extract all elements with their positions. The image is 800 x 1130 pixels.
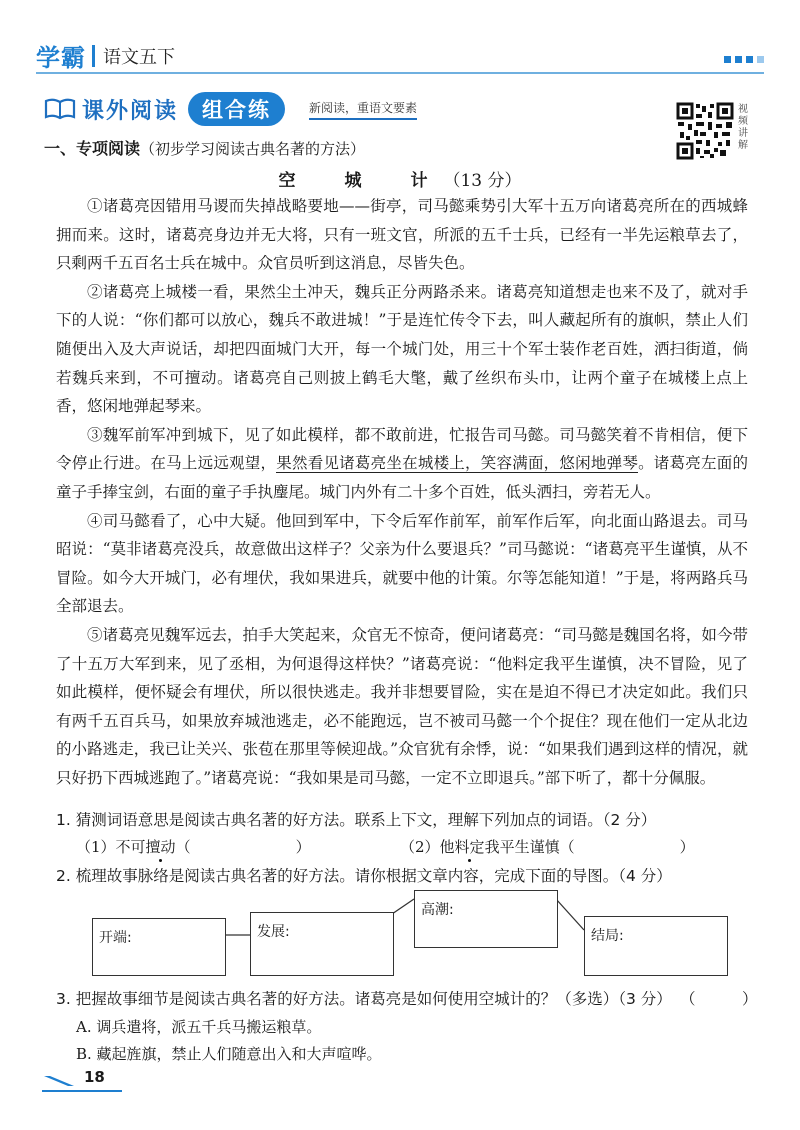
pen-icon: [42, 1074, 76, 1088]
mindmap-box-start[interactable]: [92, 918, 226, 976]
section-note: 新阅读，重语文要素: [309, 99, 417, 120]
option-a[interactable]: A. 调兵遣将，派五千兵马搬运粮草。: [76, 1018, 322, 1036]
dotted-word-1: 擅动: [145, 838, 176, 856]
paragraph-4: ④司马懿看了，心中大疑。他回到军中，下令后军作前军，前军作后军，向北面山路退去。司马昭说：“莫非诸葛亮没兵，故意做出这样子？父亲为什么要退兵？”司马懿说：“诸葛亮平生谨慎，从不冒险。如今大开城门，必有埋伏，我如果进兵，就要中他的计策。尔等怎能知道！”于是，将两路兵马全部退去。: [56, 511, 748, 616]
answer-blank-1a[interactable]: （ ）: [175, 838, 311, 856]
option-b[interactable]: B. 藏起旌旗，禁止人们随意出入和大声喧哗。: [76, 1045, 382, 1063]
answer-blank-3[interactable]: （ ）: [680, 990, 758, 1008]
brand-logo: 学霸: [36, 44, 86, 72]
section-badge: 组合练: [188, 92, 285, 126]
mindmap-label-start: 开端:: [99, 930, 132, 946]
mindmap-box-ending[interactable]: [584, 916, 728, 976]
mindmap-box-development[interactable]: [250, 912, 394, 976]
question-1b-suffix: 我平生谨慎: [484, 838, 560, 856]
mindmap-box-climax[interactable]: [414, 890, 558, 948]
question-3-stem: 3. 把握故事细节是阅读古典名著的好方法。诸葛亮是如何使用空城计的？（多选）（3 分）: [56, 990, 672, 1008]
dotted-word-2: 料定: [454, 838, 485, 856]
paragraph-3-start: ③魏军前军冲到城下，见了如此模样，都不敢前进，忙报告司马懿。司马懿笑着不肯相信，便下令停止行进。在马上远远观望，: [56, 425, 748, 473]
question-1b-prefix: （2）他: [400, 838, 455, 856]
passage-score: （13 分）: [443, 171, 522, 191]
paragraph-5: ⑤诸葛亮见魏军远去，拍手大笑起来，众官无不惊奇，便问诸葛亮：“司马懿是魏国名将，如今带了十五万大军到来，见了丞相，为何退得这样快？”诸葛亮说：“他料定我平生谨慎，决不冒险，见了如此模样，便怀疑会有埋伏，所以很快逃走。我并非想要冒险，实在是迫不得已才决定如此。我们只有两千五百兵马，如果放弃城池逃走，必不能跑远，岂不被司马懿一个个捉住？现在他们一定从北边的小路逃走，我已让关兴、张苞在那里等候迎战。”众官犹有余悸，说：“如果我们遇到这样的情况，就只好扔下西城逃跑了。”诸葛亮说：“我如果是司马懿，一定不立即退兵。”部下听了，都十分佩服。: [56, 625, 748, 787]
paragraph-1: ①诸葛亮因错用马谡而失掉战略要地——街亭，司马懿乘势引大军十五万向诸葛亮所在的西城蜂拥而来。这时，诸葛亮身边并无大将，只有一班文官，所派的五千士兵，已经有一半先运粮草去了，只剩两千五百名士兵在城中。众官员听到这消息，尽皆失色。: [56, 197, 748, 273]
paragraph-3-end: 。诸葛亮左面的童子手捧宝剑，右面的童子手执麈尾。城门内外有二十多个百姓，低头洒扫，旁若无人。: [56, 454, 748, 501]
question-1a-prefix: （1）不可: [76, 838, 146, 856]
question-2-stem: 2. 梳理故事脉络是阅读古典名著的好方法。请你根据文章内容，完成下面的导图。（4 分）: [56, 867, 672, 885]
qr-label: 视频讲解: [738, 104, 748, 151]
underlined-sentence: 果然看见诸葛亮坐在城楼上，笑容满面，悠闲地弹琴: [276, 454, 639, 473]
part-heading-title: 一、专项阅读: [44, 139, 141, 158]
answer-blank-1b[interactable]: （ ）: [559, 838, 695, 856]
passage-title-text: 空 城 计: [278, 171, 444, 191]
mindmap-label-ending: 结局:: [591, 928, 624, 944]
part-heading-hint: （初步学习阅读古典名著的方法）: [140, 140, 366, 158]
subject-label: 语文五下: [103, 46, 175, 68]
question-1-stem: 1. 猜测词语意思是阅读古典名著的好方法。联系上下文，理解下列加点的词语。（2 分）: [56, 811, 657, 829]
page-number: 18: [84, 1068, 105, 1086]
mindmap-label-climax: 高潮:: [421, 902, 454, 918]
paragraph-2: ②诸葛亮上城楼一看，果然尘土冲天，魏兵正分两路杀来。诸葛亮知道想走也来不及了，就对手下的人说：“你们都可以放心，魏兵不敢进城！”于是连忙传令下去，叫人藏起所有的旗帜，禁止人们随便出入及大声说话，却把四面城门大开，每一个城门处，用三十个军士装作老百姓，洒扫街道，倘若魏兵来到，不可擅动。诸葛亮自己则披上鹤毛大氅，戴了丝织布头巾，让两个童子在城楼上点上香，悠闲地弹起琴来。: [56, 282, 748, 416]
footer-rule: [42, 1090, 122, 1092]
section-heading: 课外阅读: [82, 98, 179, 124]
mindmap-label-development: 发展:: [257, 924, 290, 940]
